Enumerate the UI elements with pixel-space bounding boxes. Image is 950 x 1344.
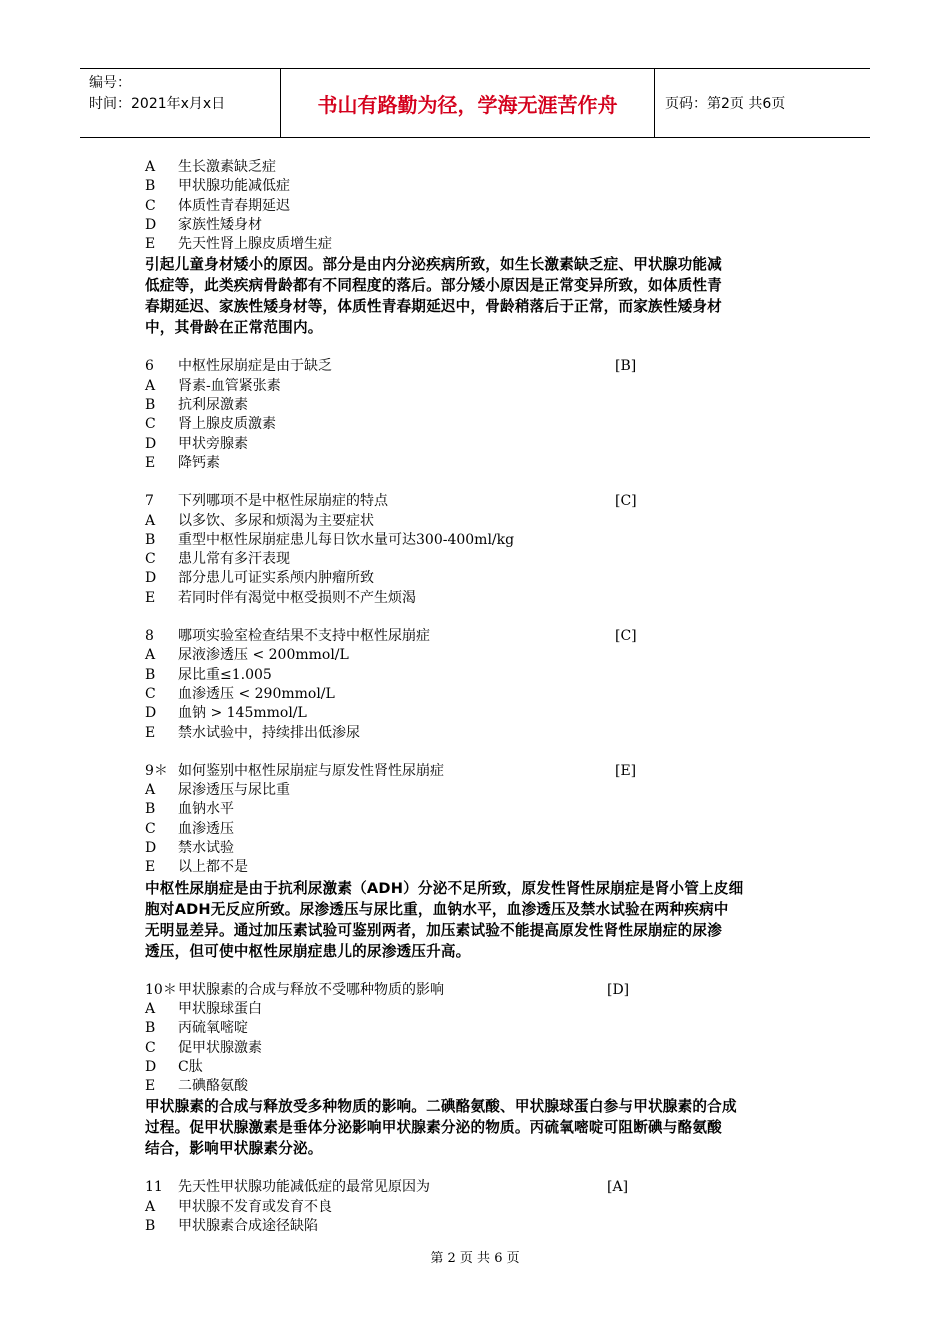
option-row: A 尿渗透压与尿比重 [145, 782, 290, 799]
option-row: D 家族性矮身材 [145, 216, 262, 233]
option-row: D 甲状旁腺素 [145, 435, 248, 452]
question-9 [145, 762, 815, 962]
option-row: B 尿比重≤1.005 [145, 666, 272, 683]
header-motto: 书山有路勤为径，学海无涯苦作舟 [281, 69, 655, 137]
document-body [145, 158, 815, 1236]
option-row: B 甲状腺功能减低症 [145, 178, 290, 195]
question-stem: 8 哪项实验室检查结果不支持中枢性尿崩症 [C] [145, 627, 815, 646]
option-row: A 生长激素缺乏症 [145, 159, 276, 175]
question-11 [145, 1178, 815, 1236]
option-row: C 血渗透压 < 290mmol/L [145, 685, 335, 702]
option-row: B 抗利尿激素 [145, 397, 248, 414]
answer-key: [A] [607, 1179, 629, 1196]
option-row: E 若同时伴有渴觉中枢受损则不产生烦渴 [145, 589, 416, 606]
option-row: E 先天性肾上腺皮质增生症 [145, 236, 332, 253]
header-info-cell [80, 69, 281, 137]
question-10 [145, 981, 815, 1160]
question-7 [145, 492, 815, 608]
option-row: C 促甲状腺激素 [145, 1039, 262, 1056]
option-row: A 以多饮、多尿和烦渴为主要症状 [145, 512, 374, 529]
header-page-label: 页码：第2页 共6页 [665, 96, 786, 112]
question-8 [145, 627, 815, 743]
option-row: E 二碘酪氨酸 [145, 1078, 248, 1095]
doc-number-label: 编号： [89, 75, 131, 91]
option-row: D 部分患儿可证实系颅内肿瘤所致 [145, 570, 374, 587]
explanation: 甲状腺素的合成与释放受多种物质的影响。二碘酪氨酸、甲状腺球蛋白参与甲状腺素的合成 过程。促甲状腺激素是垂体分泌影响甲状腺素分泌的物质。丙硫氧嘧啶可阻断碘与酪氨酸 结合，影响甲状腺素分泌。 [145, 1098, 737, 1158]
question-6 [145, 357, 815, 473]
answer-key: [B] [615, 358, 637, 375]
answer-key: [D] [607, 981, 630, 998]
option-row: A 肾素-血管紧张素 [145, 377, 281, 394]
doc-date-label: 时间：2021年x月x日 [89, 96, 226, 112]
question-stem: 11 先天性甲状腺功能减低症的最常见原因为 [A] [145, 1178, 815, 1197]
option-row: E 禁水试验中，持续排出低渗尿 [145, 724, 360, 741]
option-row: D C肽 [145, 1058, 203, 1075]
question-stem: 9＊ 如何鉴别中枢性尿崩症与原发性肾性尿崩症 [E] [145, 762, 815, 781]
question-stem: 10＊甲状腺素的合成与释放不受哪种物质的影响 [D] [145, 981, 815, 1000]
option-row: B 甲状腺素合成途径缺陷 [145, 1217, 318, 1234]
option-row: B 丙硫氧嘧啶 [145, 1020, 248, 1037]
question-block-top [145, 158, 815, 338]
option-row: C 血渗透压 [145, 820, 234, 837]
option-row: A 甲状腺球蛋白 [145, 1000, 262, 1017]
option-row: E 以上都不是 [145, 859, 248, 876]
option-row: B 血钠水平 [145, 801, 234, 818]
option-row: C 患儿常有多汗表现 [145, 551, 290, 568]
answer-key: [E] [615, 762, 637, 779]
option-row: E 降钙素 [145, 454, 220, 471]
page-header [80, 68, 870, 138]
option-row: D 禁水试验 [145, 840, 234, 857]
answer-key: [C] [615, 493, 637, 510]
question-stem: 6 中枢性尿崩症是由于缺乏 [B] [145, 357, 815, 376]
option-row: D 血钠 > 145mmol/L [145, 705, 307, 722]
explanation: 引起儿童身材矮小的原因。部分是由内分泌疾病所致，如生长激素缺乏症、甲状腺功能减 低症等，此类疾病骨龄都有不同程度的落后。部分矮小原因是正常变异所致，如体质性青 春期延迟、家族性矮身材等，体质性青春期延迟中，骨龄稍落后于正常，而家族性矮身材 中，其骨龄在正常范围内。 [145, 256, 722, 337]
question-stem: 7 下列哪项不是中枢性尿崩症的特点 [C] [145, 492, 815, 511]
option-row: C 肾上腺皮质激素 [145, 416, 276, 433]
option-row: A 甲状腺不发育或发育不良 [145, 1198, 332, 1215]
option-row: A 尿液渗透压 < 200mmol/L [145, 647, 349, 664]
explanation: 中枢性尿崩症是由于抗利尿激素（ADH）分泌不足所致，原发性肾性尿崩症是肾小管上皮细 胞对ADH无反应所致。尿渗透压与尿比重，血钠水平，血渗透压及禁水试验在两种疾病中 无明显差异。通过加压素试验可鉴别两者，加压素试验不能提高原发性肾性尿崩症的尿渗 透压，但可使中枢性尿崩症患儿的尿渗透压升高。 [145, 879, 744, 960]
option-row: C 体质性青春期延迟 [145, 197, 290, 214]
page-footer: 第 2 页 共 6 页 [430, 1251, 520, 1266]
option-row: B 重型中枢性尿崩症患儿每日饮水量可达300-400ml/kg [145, 531, 515, 548]
answer-key: [C] [615, 628, 637, 645]
